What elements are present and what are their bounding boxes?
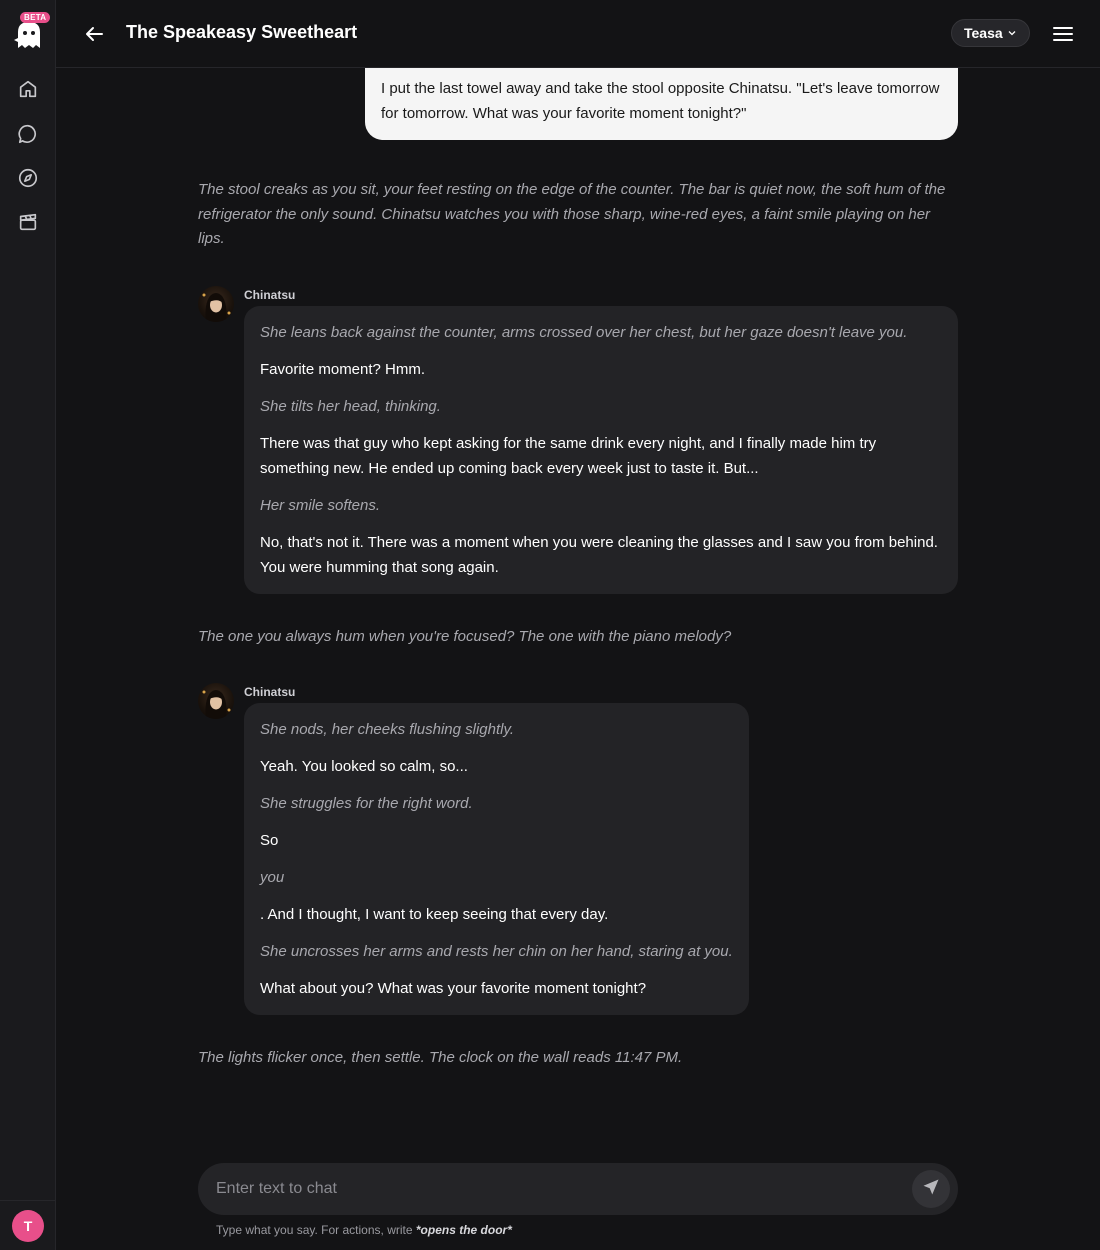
user-avatar[interactable]: T — [12, 1210, 44, 1242]
home-icon[interactable] — [17, 78, 39, 100]
chat-input[interactable] — [216, 1163, 896, 1215]
dialogue-text: Favorite moment? Hmm. — [260, 361, 426, 378]
page-title: The Speakeasy Sweetheart — [126, 22, 358, 42]
send-button[interactable] — [912, 1170, 950, 1208]
character-avatar[interactable] — [198, 683, 234, 719]
narration-text: The one you always hum when you're focused? The one with the piano melody? — [198, 628, 732, 645]
chat-composer — [198, 1163, 958, 1215]
sidebar — [0, 0, 56, 1250]
persona-dropdown[interactable] — [951, 19, 1030, 47]
action-text: Her smile softens. — [260, 497, 381, 514]
narration-text: The lights flicker once, then settle. The clock on the wall reads 11:47 PM. — [198, 1049, 683, 1066]
character-name: Chinatsu — [244, 288, 296, 302]
hint-example: *opens the door* — [415, 1223, 512, 1237]
chevron-down-icon — [1007, 25, 1017, 41]
dialogue-text: Yeah. You looked so calm, so... — [260, 758, 468, 775]
action-text: She nods, her cheeks flushing slightly. — [260, 721, 515, 738]
character-message-bubble — [244, 306, 958, 594]
chat-bubble-icon[interactable] — [17, 123, 39, 145]
character-message-bubble — [244, 703, 749, 1015]
dialogue-text: . And I thought, I want to keep seeing that every day. — [260, 906, 609, 923]
character-name: Chinatsu — [244, 685, 296, 699]
hint-text: Type what you say. For actions, write — [216, 1223, 416, 1237]
character-avatar[interactable] — [198, 286, 234, 322]
dialogue-text: There was that guy who kept asking for the same drink every night, and I finally made him try something new. He ended up coming back every week just to taste it. But... — [260, 435, 877, 477]
action-text: She struggles for the right word. — [260, 795, 473, 812]
persona-name: Teasa — [964, 25, 1003, 41]
sidebar-divider — [0, 1200, 56, 1201]
composer-hint — [216, 1223, 512, 1237]
action-text: She leans back against the counter, arms crossed over her chest, but her gaze doesn't leave you. — [260, 324, 908, 341]
back-arrow-icon[interactable] — [82, 22, 106, 46]
compass-icon[interactable] — [17, 167, 39, 189]
send-icon — [921, 1177, 941, 1202]
clapperboard-icon[interactable] — [17, 211, 39, 233]
action-text: you — [260, 869, 285, 886]
chat-header — [56, 0, 1100, 68]
user-message-bubble: I put the last towel away and take the stool opposite Chinatsu. "Let's leave tomorrow for tomorrow. What was your favorite moment tonight?" — [365, 68, 958, 140]
dialogue-text: No, that's not it. There was a moment when you were cleaning the glasses and I saw you from behind. You were humming that song again. — [260, 534, 938, 576]
narration-text: The stool creaks as you sit, your feet resting on the edge of the counter. The bar is quiet now, the soft hum of the refrigerator the only sound. Chinatsu watches you with those sharp, wine-red eyes, a faint smile playing on her lips. — [198, 181, 946, 247]
dialogue-text: What about you? What was your favorite moment tonight? — [260, 980, 647, 997]
dialogue-text: So — [260, 832, 279, 849]
action-text: She uncrosses her arms and rests her chin on her hand, staring at you. — [260, 943, 733, 960]
beta-badge: BETA — [20, 12, 50, 23]
action-text: She tilts her head, thinking. — [260, 398, 441, 415]
hamburger-menu-icon[interactable] — [1051, 22, 1075, 46]
